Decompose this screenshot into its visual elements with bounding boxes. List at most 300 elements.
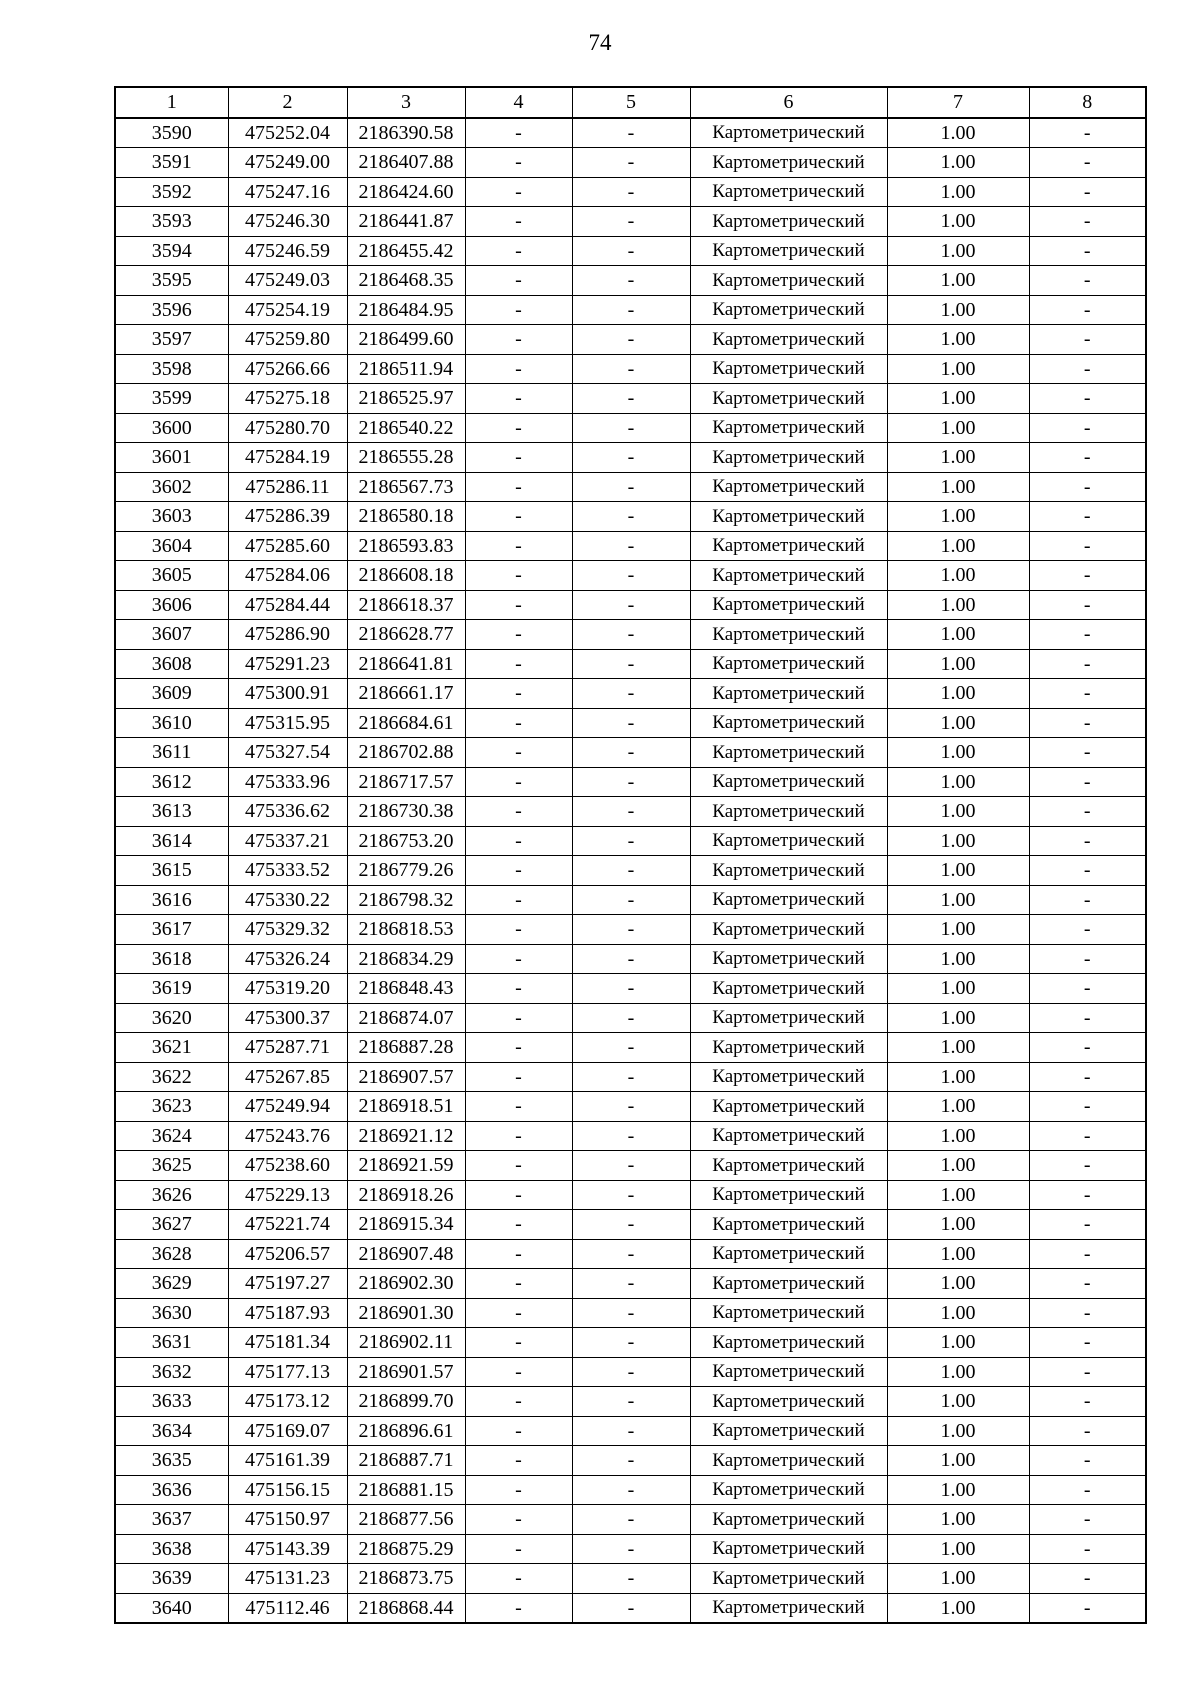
point-number: 3640 bbox=[115, 1593, 228, 1623]
table-row bbox=[115, 1269, 1146, 1299]
col-5-value: - bbox=[572, 295, 690, 325]
col-5-value: - bbox=[572, 708, 690, 738]
coordinate-y: 2186887.28 bbox=[347, 1033, 465, 1063]
col-8-value: - bbox=[1029, 1357, 1146, 1387]
col-5-value: - bbox=[572, 620, 690, 650]
coordinate-y: 2186902.30 bbox=[347, 1269, 465, 1299]
table-row bbox=[115, 561, 1146, 591]
method-value: Картометрический bbox=[690, 1505, 887, 1535]
col-4-value: - bbox=[465, 590, 572, 620]
table-row bbox=[115, 1180, 1146, 1210]
method-value: Картометрический bbox=[690, 1446, 887, 1476]
col-5-value: - bbox=[572, 1593, 690, 1623]
col-4-value: - bbox=[465, 620, 572, 650]
coordinate-x: 475280.70 bbox=[228, 413, 347, 443]
col-4-value: - bbox=[465, 1328, 572, 1358]
table-row bbox=[115, 1593, 1146, 1623]
table-row bbox=[115, 974, 1146, 1004]
accuracy-value: 1.00 bbox=[887, 1239, 1029, 1269]
col-4-value: - bbox=[465, 738, 572, 768]
table-row bbox=[115, 679, 1146, 709]
col-8-value: - bbox=[1029, 561, 1146, 591]
coordinate-x: 475221.74 bbox=[228, 1210, 347, 1240]
table-row bbox=[115, 266, 1146, 296]
point-number: 3596 bbox=[115, 295, 228, 325]
col-4-value: - bbox=[465, 856, 572, 886]
method-value: Картометрический bbox=[690, 384, 887, 414]
col-8-value: - bbox=[1029, 620, 1146, 650]
coordinate-y: 2186874.07 bbox=[347, 1003, 465, 1033]
coordinate-y: 2186580.18 bbox=[347, 502, 465, 532]
coordinate-x: 475337.21 bbox=[228, 826, 347, 856]
col-8-value: - bbox=[1029, 1328, 1146, 1358]
point-number: 3630 bbox=[115, 1298, 228, 1328]
accuracy-value: 1.00 bbox=[887, 1446, 1029, 1476]
method-value: Картометрический bbox=[690, 325, 887, 355]
col-8-value: - bbox=[1029, 1298, 1146, 1328]
col-5-value: - bbox=[572, 1033, 690, 1063]
col-4-value: - bbox=[465, 207, 572, 237]
col-4-value: - bbox=[465, 472, 572, 502]
point-number: 3597 bbox=[115, 325, 228, 355]
point-number: 3606 bbox=[115, 590, 228, 620]
col-8-value: - bbox=[1029, 472, 1146, 502]
method-value: Картометрический bbox=[690, 266, 887, 296]
table-row bbox=[115, 797, 1146, 827]
table-header bbox=[115, 87, 1146, 118]
col-5-value: - bbox=[572, 148, 690, 178]
col-5-value: - bbox=[572, 1210, 690, 1240]
col-5-value: - bbox=[572, 826, 690, 856]
accuracy-value: 1.00 bbox=[887, 177, 1029, 207]
method-value: Картометрический bbox=[690, 944, 887, 974]
method-value: Картометрический bbox=[690, 413, 887, 443]
col-5-value: - bbox=[572, 797, 690, 827]
col-8-value: - bbox=[1029, 384, 1146, 414]
col-8-value: - bbox=[1029, 826, 1146, 856]
table-row bbox=[115, 1298, 1146, 1328]
coordinate-y: 2186684.61 bbox=[347, 708, 465, 738]
col-8-value: - bbox=[1029, 1416, 1146, 1446]
coordinate-x: 475330.22 bbox=[228, 885, 347, 915]
coordinate-x: 475259.80 bbox=[228, 325, 347, 355]
method-value: Картометрический bbox=[690, 236, 887, 266]
coordinate-y: 2186499.60 bbox=[347, 325, 465, 355]
point-number: 3592 bbox=[115, 177, 228, 207]
col-8-value: - bbox=[1029, 118, 1146, 148]
col-5-value: - bbox=[572, 1416, 690, 1446]
accuracy-value: 1.00 bbox=[887, 1062, 1029, 1092]
accuracy-value: 1.00 bbox=[887, 620, 1029, 650]
col-4-value: - bbox=[465, 413, 572, 443]
col-4-value: - bbox=[465, 443, 572, 473]
coordinate-x: 475300.91 bbox=[228, 679, 347, 709]
col-5-value: - bbox=[572, 561, 690, 591]
point-number: 3602 bbox=[115, 472, 228, 502]
point-number: 3610 bbox=[115, 708, 228, 738]
accuracy-value: 1.00 bbox=[887, 1180, 1029, 1210]
table-row bbox=[115, 1121, 1146, 1151]
accuracy-value: 1.00 bbox=[887, 413, 1029, 443]
col-8-value: - bbox=[1029, 1033, 1146, 1063]
col-4-value: - bbox=[465, 177, 572, 207]
col-4-value: - bbox=[465, 1180, 572, 1210]
accuracy-value: 1.00 bbox=[887, 708, 1029, 738]
coordinate-x: 475284.44 bbox=[228, 590, 347, 620]
coordinate-y: 2186901.30 bbox=[347, 1298, 465, 1328]
method-value: Картометрический bbox=[690, 1269, 887, 1299]
col-4-value: - bbox=[465, 1062, 572, 1092]
coordinate-y: 2186702.88 bbox=[347, 738, 465, 768]
point-number: 3624 bbox=[115, 1121, 228, 1151]
col-4-value: - bbox=[465, 148, 572, 178]
col-8-value: - bbox=[1029, 944, 1146, 974]
col-8-value: - bbox=[1029, 354, 1146, 384]
accuracy-value: 1.00 bbox=[887, 1534, 1029, 1564]
coordinate-x: 475206.57 bbox=[228, 1239, 347, 1269]
table-row bbox=[115, 531, 1146, 561]
col-5-value: - bbox=[572, 1121, 690, 1151]
table-row bbox=[115, 177, 1146, 207]
table-row bbox=[115, 1003, 1146, 1033]
method-value: Картометрический bbox=[690, 1357, 887, 1387]
coordinate-y: 2186608.18 bbox=[347, 561, 465, 591]
method-value: Картометрический bbox=[690, 1121, 887, 1151]
col-8-value: - bbox=[1029, 590, 1146, 620]
coordinate-x: 475336.62 bbox=[228, 797, 347, 827]
col-5-value: - bbox=[572, 1151, 690, 1181]
coordinate-x: 475266.66 bbox=[228, 354, 347, 384]
coordinate-y: 2186618.37 bbox=[347, 590, 465, 620]
accuracy-value: 1.00 bbox=[887, 767, 1029, 797]
method-value: Картометрический bbox=[690, 797, 887, 827]
col-8-value: - bbox=[1029, 1092, 1146, 1122]
coordinate-y: 2186424.60 bbox=[347, 177, 465, 207]
col-4-value: - bbox=[465, 1564, 572, 1594]
coordinate-x: 475329.32 bbox=[228, 915, 347, 945]
point-number: 3629 bbox=[115, 1269, 228, 1299]
table-row bbox=[115, 1564, 1146, 1594]
method-value: Картометрический bbox=[690, 177, 887, 207]
coordinate-x: 475243.76 bbox=[228, 1121, 347, 1151]
coordinate-x: 475249.00 bbox=[228, 148, 347, 178]
coordinate-x: 475284.19 bbox=[228, 443, 347, 473]
method-value: Картометрический bbox=[690, 1033, 887, 1063]
point-number: 3601 bbox=[115, 443, 228, 473]
coordinate-y: 2186818.53 bbox=[347, 915, 465, 945]
table-row bbox=[115, 236, 1146, 266]
table-row bbox=[115, 148, 1146, 178]
point-number: 3591 bbox=[115, 148, 228, 178]
col-5-value: - bbox=[572, 1269, 690, 1299]
coordinate-y: 2186484.95 bbox=[347, 295, 465, 325]
column-header: 7 bbox=[887, 87, 1029, 118]
col-5-value: - bbox=[572, 915, 690, 945]
point-number: 3619 bbox=[115, 974, 228, 1004]
coordinate-y: 2186628.77 bbox=[347, 620, 465, 650]
col-4-value: - bbox=[465, 974, 572, 1004]
col-5-value: - bbox=[572, 1092, 690, 1122]
col-8-value: - bbox=[1029, 1239, 1146, 1269]
coordinate-x: 475187.93 bbox=[228, 1298, 347, 1328]
coordinate-y: 2186390.58 bbox=[347, 118, 465, 148]
accuracy-value: 1.00 bbox=[887, 1475, 1029, 1505]
table-row bbox=[115, 1151, 1146, 1181]
method-value: Картометрический bbox=[690, 1534, 887, 1564]
point-number: 3608 bbox=[115, 649, 228, 679]
point-number: 3590 bbox=[115, 118, 228, 148]
col-4-value: - bbox=[465, 1151, 572, 1181]
coordinate-y: 2186468.35 bbox=[347, 266, 465, 296]
accuracy-value: 1.00 bbox=[887, 1151, 1029, 1181]
col-8-value: - bbox=[1029, 1505, 1146, 1535]
table-row bbox=[115, 767, 1146, 797]
col-5-value: - bbox=[572, 679, 690, 709]
point-number: 3626 bbox=[115, 1180, 228, 1210]
table-row bbox=[115, 1534, 1146, 1564]
col-4-value: - bbox=[465, 885, 572, 915]
col-4-value: - bbox=[465, 1239, 572, 1269]
method-value: Картометрический bbox=[690, 974, 887, 1004]
table-row bbox=[115, 1446, 1146, 1476]
method-value: Картометрический bbox=[690, 561, 887, 591]
accuracy-value: 1.00 bbox=[887, 649, 1029, 679]
table-row bbox=[115, 207, 1146, 237]
table-row bbox=[115, 1210, 1146, 1240]
coordinate-y: 2186730.38 bbox=[347, 797, 465, 827]
col-4-value: - bbox=[465, 915, 572, 945]
method-value: Картометрический bbox=[690, 502, 887, 532]
col-8-value: - bbox=[1029, 1210, 1146, 1240]
coordinate-y: 2186918.26 bbox=[347, 1180, 465, 1210]
point-number: 3637 bbox=[115, 1505, 228, 1535]
col-8-value: - bbox=[1029, 974, 1146, 1004]
table-row bbox=[115, 1092, 1146, 1122]
coordinate-x: 475161.39 bbox=[228, 1446, 347, 1476]
col-5-value: - bbox=[572, 944, 690, 974]
coordinate-y: 2186753.20 bbox=[347, 826, 465, 856]
point-number: 3635 bbox=[115, 1446, 228, 1476]
table-row bbox=[115, 384, 1146, 414]
point-number: 3613 bbox=[115, 797, 228, 827]
col-8-value: - bbox=[1029, 502, 1146, 532]
coordinate-x: 475177.13 bbox=[228, 1357, 347, 1387]
method-value: Картометрический bbox=[690, 826, 887, 856]
table-row bbox=[115, 295, 1146, 325]
point-number: 3614 bbox=[115, 826, 228, 856]
col-4-value: - bbox=[465, 1475, 572, 1505]
accuracy-value: 1.00 bbox=[887, 826, 1029, 856]
accuracy-value: 1.00 bbox=[887, 679, 1029, 709]
col-8-value: - bbox=[1029, 207, 1146, 237]
table-row bbox=[115, 856, 1146, 886]
coordinate-y: 2186907.48 bbox=[347, 1239, 465, 1269]
col-4-value: - bbox=[465, 236, 572, 266]
accuracy-value: 1.00 bbox=[887, 1210, 1029, 1240]
point-number: 3611 bbox=[115, 738, 228, 768]
col-4-value: - bbox=[465, 1003, 572, 1033]
coordinate-y: 2186901.57 bbox=[347, 1357, 465, 1387]
coordinate-x: 475326.24 bbox=[228, 944, 347, 974]
coordinate-x: 475143.39 bbox=[228, 1534, 347, 1564]
method-value: Картометрический bbox=[690, 1151, 887, 1181]
col-5-value: - bbox=[572, 384, 690, 414]
point-number: 3632 bbox=[115, 1357, 228, 1387]
column-header: 3 bbox=[347, 87, 465, 118]
col-5-value: - bbox=[572, 590, 690, 620]
accuracy-value: 1.00 bbox=[887, 1357, 1029, 1387]
point-number: 3616 bbox=[115, 885, 228, 915]
method-value: Картометрический bbox=[690, 856, 887, 886]
accuracy-value: 1.00 bbox=[887, 472, 1029, 502]
accuracy-value: 1.00 bbox=[887, 1092, 1029, 1122]
coordinate-y: 2186881.15 bbox=[347, 1475, 465, 1505]
method-value: Картометрический bbox=[690, 354, 887, 384]
method-value: Картометрический bbox=[690, 1003, 887, 1033]
coordinate-x: 475300.37 bbox=[228, 1003, 347, 1033]
method-value: Картометрический bbox=[690, 1328, 887, 1358]
accuracy-value: 1.00 bbox=[887, 266, 1029, 296]
point-number: 3628 bbox=[115, 1239, 228, 1269]
col-8-value: - bbox=[1029, 708, 1146, 738]
col-5-value: - bbox=[572, 974, 690, 1004]
coordinate-y: 2186921.59 bbox=[347, 1151, 465, 1181]
col-4-value: - bbox=[465, 826, 572, 856]
accuracy-value: 1.00 bbox=[887, 561, 1029, 591]
col-4-value: - bbox=[465, 266, 572, 296]
coordinate-x: 475286.39 bbox=[228, 502, 347, 532]
col-5-value: - bbox=[572, 1534, 690, 1564]
col-5-value: - bbox=[572, 207, 690, 237]
accuracy-value: 1.00 bbox=[887, 1593, 1029, 1623]
column-header: 1 bbox=[115, 87, 228, 118]
col-5-value: - bbox=[572, 1062, 690, 1092]
coordinate-y: 2186848.43 bbox=[347, 974, 465, 1004]
method-value: Картометрический bbox=[690, 443, 887, 473]
table-row bbox=[115, 1475, 1146, 1505]
coordinate-y: 2186407.88 bbox=[347, 148, 465, 178]
col-4-value: - bbox=[465, 561, 572, 591]
col-8-value: - bbox=[1029, 738, 1146, 768]
accuracy-value: 1.00 bbox=[887, 1328, 1029, 1358]
coordinate-y: 2186875.29 bbox=[347, 1534, 465, 1564]
method-value: Картометрический bbox=[690, 649, 887, 679]
point-number: 3639 bbox=[115, 1564, 228, 1594]
method-value: Картометрический bbox=[690, 1239, 887, 1269]
point-number: 3625 bbox=[115, 1151, 228, 1181]
col-5-value: - bbox=[572, 472, 690, 502]
col-5-value: - bbox=[572, 885, 690, 915]
col-8-value: - bbox=[1029, 148, 1146, 178]
method-value: Картометрический bbox=[690, 767, 887, 797]
point-number: 3612 bbox=[115, 767, 228, 797]
point-number: 3615 bbox=[115, 856, 228, 886]
col-5-value: - bbox=[572, 1180, 690, 1210]
coordinate-y: 2186873.75 bbox=[347, 1564, 465, 1594]
coordinate-x: 475181.34 bbox=[228, 1328, 347, 1358]
method-value: Картометрический bbox=[690, 1210, 887, 1240]
coordinate-x: 475284.06 bbox=[228, 561, 347, 591]
accuracy-value: 1.00 bbox=[887, 1121, 1029, 1151]
col-5-value: - bbox=[572, 1328, 690, 1358]
coordinate-y: 2186779.26 bbox=[347, 856, 465, 886]
point-number: 3631 bbox=[115, 1328, 228, 1358]
method-value: Картометрический bbox=[690, 1062, 887, 1092]
coordinate-y: 2186441.87 bbox=[347, 207, 465, 237]
coordinate-x: 475197.27 bbox=[228, 1269, 347, 1299]
accuracy-value: 1.00 bbox=[887, 384, 1029, 414]
col-5-value: - bbox=[572, 1446, 690, 1476]
col-8-value: - bbox=[1029, 177, 1146, 207]
coordinate-x: 475150.97 bbox=[228, 1505, 347, 1535]
col-8-value: - bbox=[1029, 1121, 1146, 1151]
point-number: 3627 bbox=[115, 1210, 228, 1240]
method-value: Картометрический bbox=[690, 531, 887, 561]
method-value: Картометрический bbox=[690, 1564, 887, 1594]
col-5-value: - bbox=[572, 1475, 690, 1505]
table-row bbox=[115, 1033, 1146, 1063]
col-8-value: - bbox=[1029, 1003, 1146, 1033]
col-5-value: - bbox=[572, 531, 690, 561]
coordinate-y: 2186921.12 bbox=[347, 1121, 465, 1151]
col-8-value: - bbox=[1029, 885, 1146, 915]
col-8-value: - bbox=[1029, 531, 1146, 561]
col-5-value: - bbox=[572, 856, 690, 886]
page-number: 74 bbox=[588, 30, 612, 55]
col-5-value: - bbox=[572, 738, 690, 768]
col-8-value: - bbox=[1029, 266, 1146, 296]
col-5-value: - bbox=[572, 1564, 690, 1594]
accuracy-value: 1.00 bbox=[887, 502, 1029, 532]
col-4-value: - bbox=[465, 1269, 572, 1299]
col-8-value: - bbox=[1029, 856, 1146, 886]
coordinate-x: 475246.30 bbox=[228, 207, 347, 237]
method-value: Картометрический bbox=[690, 620, 887, 650]
coordinate-x: 475131.23 bbox=[228, 1564, 347, 1594]
accuracy-value: 1.00 bbox=[887, 590, 1029, 620]
coordinate-y: 2186661.17 bbox=[347, 679, 465, 709]
accuracy-value: 1.00 bbox=[887, 1033, 1029, 1063]
coordinate-x: 475285.60 bbox=[228, 531, 347, 561]
col-5-value: - bbox=[572, 502, 690, 532]
col-4-value: - bbox=[465, 944, 572, 974]
method-value: Картометрический bbox=[690, 295, 887, 325]
coordinate-x: 475327.54 bbox=[228, 738, 347, 768]
coordinate-y: 2186896.61 bbox=[347, 1416, 465, 1446]
col-4-value: - bbox=[465, 1357, 572, 1387]
method-value: Картометрический bbox=[690, 915, 887, 945]
coordinate-y: 2186918.51 bbox=[347, 1092, 465, 1122]
column-header: 8 bbox=[1029, 87, 1146, 118]
accuracy-value: 1.00 bbox=[887, 1416, 1029, 1446]
coordinate-y: 2186868.44 bbox=[347, 1593, 465, 1623]
col-8-value: - bbox=[1029, 1151, 1146, 1181]
point-number: 3621 bbox=[115, 1033, 228, 1063]
method-value: Картометрический bbox=[690, 1180, 887, 1210]
accuracy-value: 1.00 bbox=[887, 1269, 1029, 1299]
col-8-value: - bbox=[1029, 413, 1146, 443]
table-row bbox=[115, 1328, 1146, 1358]
col-5-value: - bbox=[572, 118, 690, 148]
accuracy-value: 1.00 bbox=[887, 236, 1029, 266]
coordinate-y: 2186540.22 bbox=[347, 413, 465, 443]
point-number: 3607 bbox=[115, 620, 228, 650]
point-number: 3634 bbox=[115, 1416, 228, 1446]
table-row bbox=[115, 915, 1146, 945]
coordinate-y: 2186887.71 bbox=[347, 1446, 465, 1476]
table-row bbox=[115, 1357, 1146, 1387]
accuracy-value: 1.00 bbox=[887, 1298, 1029, 1328]
